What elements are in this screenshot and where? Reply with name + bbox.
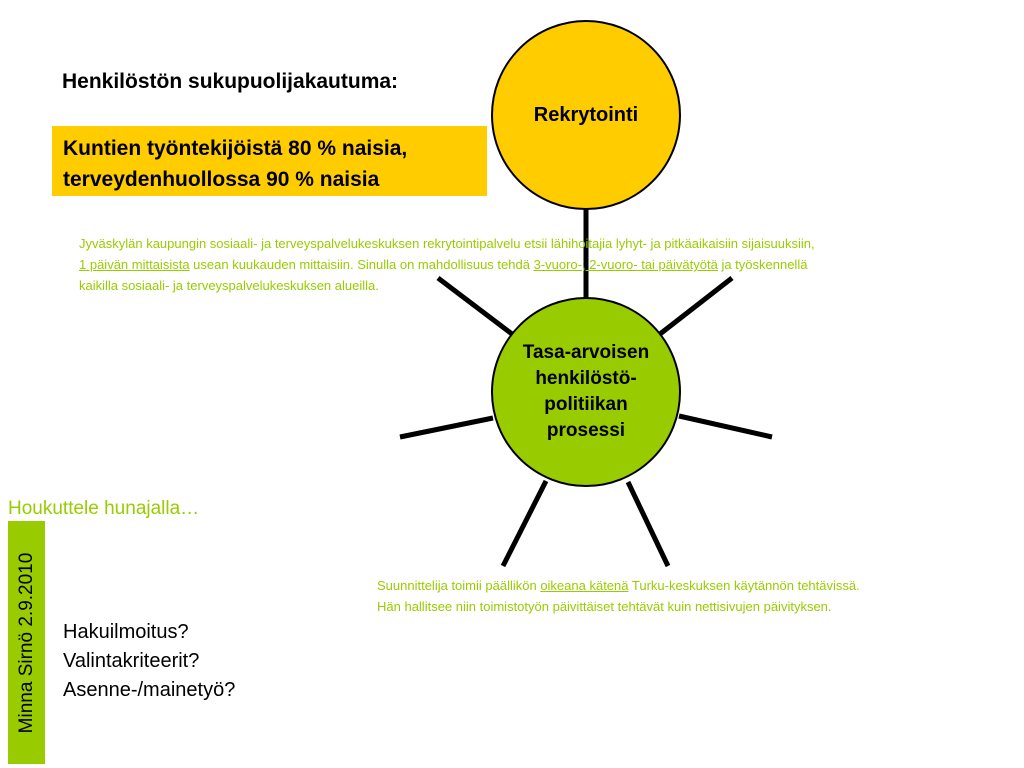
process-label-line-2: henkilöstö- xyxy=(535,368,637,389)
question-item: Hakuilmoitus? xyxy=(63,621,189,643)
question-item: Valintakriteerit? xyxy=(63,650,200,672)
note-top-text-1: Jyväskylän kaupungin sosiaali- ja terveyspalvelukeskuksen rekrytointipalvelu etsii lähihoitajia lyhyt- ja pitkäaikaisiin sijaisuuksiin, xyxy=(79,236,815,251)
author-sidebar xyxy=(8,521,45,764)
note-top-text-3: ja työskennellä xyxy=(717,257,808,272)
note-bottom-text-2: Turku-keskuksen käytännön tehtävissä. xyxy=(628,578,860,593)
stat-line-1: Kuntien työntekijöistä 80 % naisia, xyxy=(63,137,408,160)
spoke-right xyxy=(679,416,772,437)
author-date-label: Minna Sirnö 2.9.2010 xyxy=(15,552,37,733)
note-bottom-text-3: Hän hallitsee niin toimistotyön päivittäiset tehtävät kuin nettisivujen päivityksen. xyxy=(377,599,832,614)
note-bottom-link-1[interactable]: oikeana kätenä xyxy=(540,578,629,593)
gender-distribution-box xyxy=(52,126,487,196)
stat-line-2: terveydenhuollossa 90 % naisia xyxy=(63,168,380,191)
recruitment-label: Rekrytointi xyxy=(533,103,639,126)
slogan: Houkuttele hunajalla… xyxy=(8,498,200,519)
process-label-line-1: Tasa-arvoisen xyxy=(522,342,650,363)
spoke-lower-left xyxy=(503,481,546,566)
spoke-lower-right xyxy=(628,482,668,566)
note-top-text-2: usean kuukauden mittaisiin. Sinulla on mahdollisuus tehdä xyxy=(189,257,534,272)
process-circle xyxy=(491,297,681,487)
recruitment-circle xyxy=(491,20,681,210)
spoke-left xyxy=(400,418,493,437)
questions-list xyxy=(63,618,235,705)
recruitment-ad-note xyxy=(79,233,979,296)
process-label-line-3: politiikan xyxy=(544,394,628,415)
process-label-line-4: prosessi xyxy=(546,420,626,441)
note-top-text-4: kaikilla sosiaali- ja terveyspalvelukeskuksen alueilla. xyxy=(79,278,379,293)
note-top-link-2[interactable]: 3-vuoro-, 2-vuoro- tai päivätyötä xyxy=(533,257,718,272)
planner-ad-note xyxy=(377,575,997,617)
page-heading: Henkilöstön sukupuolijakautuma: xyxy=(62,70,399,93)
note-bottom-text-1: Suunnittelija toimii päällikön xyxy=(377,578,541,593)
question-item: Asenne-/mainetyö? xyxy=(63,679,236,701)
note-top-link-1[interactable]: 1 päivän mittaisista xyxy=(79,257,190,272)
